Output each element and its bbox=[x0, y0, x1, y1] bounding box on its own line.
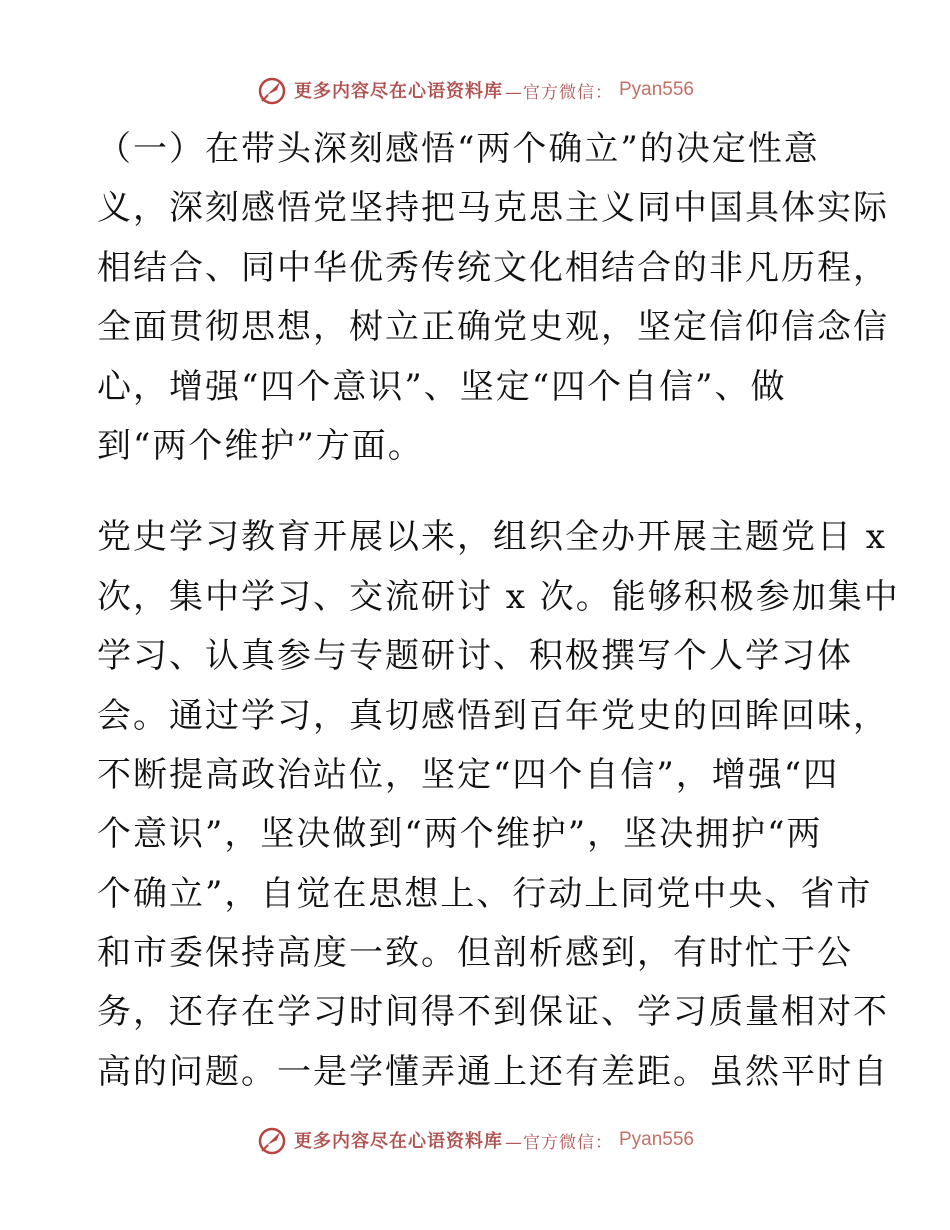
text-line: 不断提高政治站位，坚定“四个自信”，增强“四 bbox=[97, 754, 840, 795]
text-line: 会。通过学习，真切感悟到百年党史的回眸回味， bbox=[97, 695, 889, 736]
watermark-separator-text: —官方微信： bbox=[504, 82, 613, 103]
text-line: 和市委保持高度一致。但剖析感到，有时忙于公 bbox=[97, 933, 853, 974]
watermark-main-text: 更多内容尽在心语资料库 bbox=[293, 81, 503, 102]
paragraph-2 bbox=[97, 508, 900, 1102]
watermark-wechat-id: Pyan556 bbox=[618, 79, 694, 100]
watermark-separator-text: —官方微信： bbox=[504, 1132, 613, 1153]
paragraph-1 bbox=[97, 120, 889, 476]
text-line: 义，深刻感悟党坚持把马克思主义同中国具体实际 bbox=[97, 188, 889, 229]
text-line: 个意识”，坚决做到“两个维护”，坚决拥护“两 bbox=[97, 814, 823, 855]
text-line: 次，集中学习、交流研讨 x 次。能够积极参加集中 bbox=[97, 576, 900, 617]
feather-logo-icon bbox=[256, 74, 288, 106]
text-line: 高的问题。一是学懂弄通上还有差距。虽然平时自 bbox=[97, 1051, 889, 1092]
footer-watermark bbox=[0, 1120, 950, 1160]
text-line: 党史学习教育开展以来，组织全办开展主题党日 x bbox=[97, 517, 887, 558]
text-line: 学习、认真参与专题研讨、积极撰写个人学习体 bbox=[97, 636, 853, 677]
text-line: 务，还存在学习时间得不到保证、学习质量相对不 bbox=[97, 992, 889, 1033]
paragraph-gap bbox=[97, 476, 857, 508]
watermark-main-text: 更多内容尽在心语资料库 bbox=[293, 1131, 503, 1152]
text-line: （一）在带头深刻感悟“两个确立”的决定性意 bbox=[97, 129, 820, 169]
text-line: 心，增强“四个意识”、坚定“四个自信”、做 bbox=[97, 366, 787, 407]
text-line: 相结合、同中华优秀传统文化相结合的非凡历程， bbox=[97, 247, 889, 288]
document-body bbox=[97, 120, 900, 1102]
text-line: 全面贯彻思想，树立正确党史观，坚定信仰信念信 bbox=[97, 307, 889, 348]
header-watermark bbox=[0, 70, 950, 110]
watermark-wechat-id: Pyan556 bbox=[618, 1129, 694, 1150]
text-line: 到“两个维护”方面。 bbox=[97, 425, 424, 466]
text-line: 个确立”，自觉在思想上、行动上同党中央、省市 bbox=[97, 873, 873, 914]
feather-logo-icon bbox=[256, 1124, 288, 1156]
